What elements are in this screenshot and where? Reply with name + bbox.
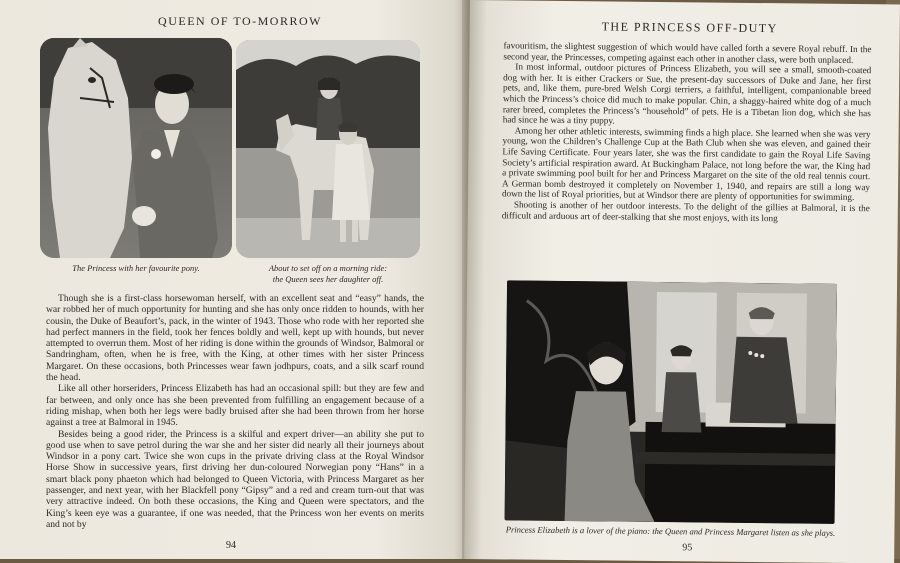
paragraph: Shooting is another of her outdoor interests. To the delight of the gillies at Balmoral, it is the difficult and arduous art of deer-stalking that she most enjoys, with its long: [501, 199, 870, 223]
right-page: [464, 0, 900, 563]
photo-morning-ride-image: [236, 40, 420, 258]
running-header-right: THE PRINCESS OFF-DUTY: [601, 19, 778, 36]
photo-morning-ride: [236, 40, 420, 258]
photo-caption-morning-ride: [236, 263, 420, 285]
paragraph: Besides being a good rider, the Princess is a skilful and expert driver—an ability she put to good use when to save petrol during the war she and her sister did nearly all their journeys about Windsor in a pony cart. Twice she won cups in the private driving class at the Royal Windsor Horse Show in successive years, first driving her dun-coloured Norwegian pony “Hans” in a smart black pony phaeton which had belonged to Queen Victoria, with Princess Margaret as her passenger, and next year, with her Blackfell pony “Gipsy” and a red and cream turn-out that was very attractive indeed. On both these occasions, the King and Queen were spectators, and the King’s keen eye was a guarantee, if one was needed, that the Princess won her events on merits and not by: [46, 428, 424, 530]
photo-caption-piano: Princess Elizabeth is a lover of the piano: the Queen and Princess Margaret listen as she plays.: [505, 524, 836, 538]
photo-princess-with-pony: [40, 38, 232, 258]
page-number-right: 95: [682, 542, 693, 554]
photo-princess-at-piano: [505, 280, 837, 523]
photo-caption-morning-ride-line1: About to set off on a morning ride:: [268, 263, 388, 273]
paragraph: Among her other athletic interests, swimming finds a high place. She learned when she was very young, won the Children’s Challenge Cup at the Bath Club when she was eleven, and gained their Life Saving Certificate. Four years later, she was the first candidate to gain the Royal Life Saving Society’s artificial respiration award. At Buckingham Palace, not long before the war, the King had a private swimming pool built for her and Princess Margaret on the site of the old real tennis court. A German bomb destroyed it completely on November 1, 1940, and repairs are still a long way down the list of Royal priorities, but at Windsor there are plenty of opportunities for swimming.: [501, 125, 871, 203]
running-header-left: QUEEN OF TO-MORROW: [158, 14, 322, 28]
left-body-text: [46, 293, 424, 530]
paragraph: In most informal, outdoor pictures of Princess Elizabeth, you will see a small, smooth-coated dog with her. It is either Crackers or Sue, the present-day successors of Duke and Jane, her first pets, and, like them, pure-bred Welsh Corgi terriers, a faithful, intelligent, companionable breed which the Princess’s choice did much to make popular. Chin, a shaggy-haired white dog of a much rarer breed, completes the Princess’s “household” of pets. He is a Tibetan lion dog, which she has had since he was a tiny puppy.: [502, 61, 872, 126]
photo-princess-with-pony-image: [40, 38, 232, 258]
page-number-left: 94: [226, 540, 236, 551]
paragraph: Though she is a first-class horsewoman herself, with an excellent seat and “easy” hands, the war robbed her of much opportunity for hunting and she has only once ridden to hounds, with her cousin, the Duke of Beaufort’s, pack, in the winter of 1943. Those who rode with her reported she had perfect manners in the field, took her fences boldly and well, kept up with hounds, but never attempted to overrun them. Most of her riding is done within the grounds of Windsor, Balmoral or Sandringham, often, when he is free, with the King, at other times with her sister Princess Margaret. On these occasions, both Princesses wear fawn jodhpurs, coats, and a silk scarf round the head.: [46, 293, 424, 384]
photo-caption-morning-ride-line2: the Queen sees her daughter off.: [272, 274, 384, 284]
photo-princess-at-piano-image: [505, 280, 837, 523]
photo-caption-pony: The Princess with her favourite pony.: [72, 263, 200, 273]
paragraph: Like all other horseriders, Princess Elizabeth has had an occasional spill: but they are few and far between, and only once has she been prevented from fulfilling an engagement because of a riding mishap, when both her legs were badly bruised after she had been thrown from her horse against a tree at Balmoral in 1945.: [46, 383, 424, 429]
paragraph: favouritism, the slightest suggestion of which would have called forth a severe Royal rebuff. In the second year, the Princesses, competing against each other in another class, were both unplaced.: [503, 40, 872, 65]
right-body-text: [502, 40, 872, 224]
